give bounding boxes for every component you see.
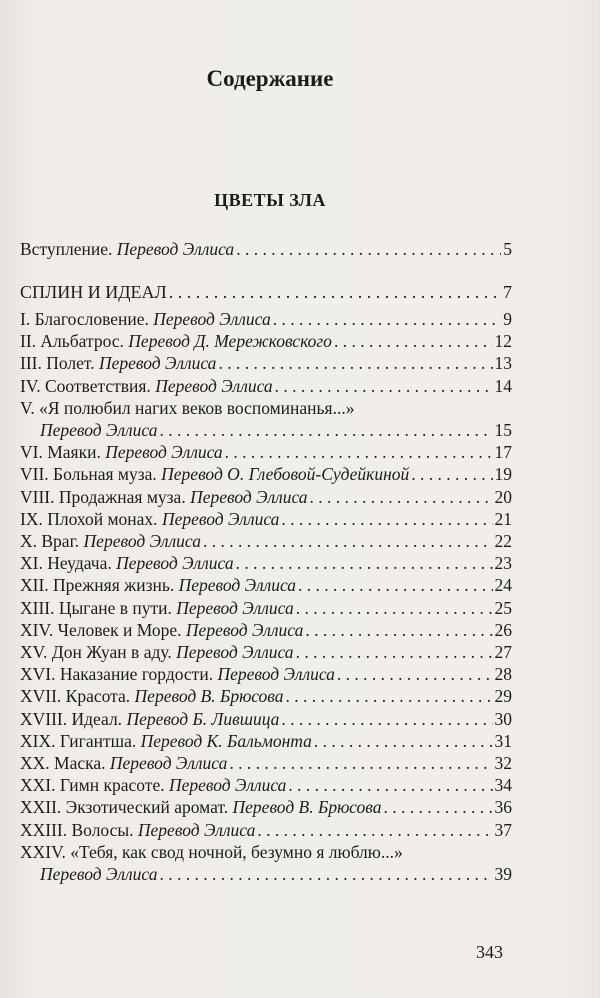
entry-page: 25 — [494, 597, 512, 618]
entry-page: 9 — [503, 309, 512, 329]
entry-translator: Перевод Эллиса — [105, 442, 223, 463]
entry-translator: Перевод Эллиса — [40, 420, 158, 440]
toc-entry — [20, 552, 512, 574]
entry-translator: Перевод Эллиса — [98, 353, 217, 374]
entry-page: 26 — [494, 619, 512, 640]
entry-title: XVII. Красота. — [20, 686, 131, 707]
entry-page: 5 — [503, 239, 512, 259]
entry-translator: Перевод В. Брюсова — [134, 686, 284, 707]
toc-entry — [20, 308, 512, 330]
entry-title: II. Альбатрос. — [20, 331, 124, 352]
entry-title: XXIV. «Тебя, как свод ночной, безумно я люблю...» — [20, 841, 403, 862]
entry-page: 22 — [494, 531, 512, 551]
entry-translator: Перевод Эллиса — [161, 508, 280, 529]
entry-translator: Перевод О. Глебовой-Судейкиной — [161, 464, 410, 485]
entry-page: 37 — [494, 819, 512, 840]
entry-translator: Перевод Эллиса — [176, 642, 294, 662]
entry-title: V. «Я полюбил нагих веков воспоминанья...» — [20, 397, 355, 418]
entry-translator: Перевод Д. Мережковского — [128, 331, 332, 352]
toc-entry — [20, 463, 512, 485]
entry-translator: Перевод Эллиса — [83, 531, 201, 551]
toc-entry-title-line — [20, 397, 354, 419]
toc-entry — [20, 641, 512, 663]
dot-leader — [281, 708, 492, 730]
entry-translator: Перевод Эллиса — [168, 775, 287, 796]
entry-page: 13 — [494, 353, 512, 374]
dot-leader — [383, 796, 492, 818]
entry-title: XIV. Человек и Море. — [20, 619, 182, 640]
dot-leader — [225, 441, 493, 463]
entry-translator: Перевод Эллиса — [109, 753, 228, 773]
toc-entry-intro — [20, 238, 512, 260]
entry-page: 14 — [494, 375, 512, 396]
toc-entry — [20, 730, 512, 752]
toc-entry — [40, 863, 512, 885]
toc-entry — [20, 774, 512, 796]
page-number: 343 — [476, 942, 503, 962]
toc-entry — [20, 486, 512, 508]
dot-leader — [314, 730, 493, 752]
dot-leader — [337, 663, 493, 685]
entry-title: XVI. Наказание гордости. — [20, 664, 214, 685]
dot-leader — [236, 552, 493, 574]
entry-page: 27 — [494, 642, 512, 662]
entry-title: XI. Неудача. — [20, 553, 112, 574]
entry-page: 34 — [494, 775, 512, 796]
entry-page: 39 — [494, 864, 512, 884]
entry-translator: Перевод Эллиса — [153, 309, 271, 329]
dot-leader — [298, 574, 492, 596]
toc-entry — [20, 441, 512, 463]
entry-translator: Перевод Эллиса — [116, 553, 234, 574]
entry-translator: Перевод К. Бальмонта — [140, 730, 312, 751]
toc-entry-title-line — [20, 841, 403, 863]
toc-entry — [20, 752, 512, 774]
entry-translator: Перевод Эллиса — [185, 619, 304, 640]
dot-leader — [236, 238, 501, 260]
dot-leader — [305, 619, 492, 641]
dot-leader — [159, 419, 492, 441]
entry-translator: Перевод Эллиса — [176, 597, 294, 618]
entry-title: VII. Больная муза. — [20, 464, 157, 485]
entry-page: 12 — [494, 331, 512, 352]
toc-entry — [20, 796, 512, 818]
entry-title: IX. Плохой монах. — [20, 508, 158, 529]
toc-entry — [20, 685, 512, 707]
dot-leader — [296, 597, 493, 619]
entry-page: 28 — [494, 664, 512, 685]
entry-page: 32 — [494, 753, 512, 773]
page-title: Содержание — [206, 66, 334, 91]
section-page: 7 — [503, 282, 512, 302]
entry-translator: Перевод В. Брюсова — [232, 797, 382, 818]
entry-title: IV. Соответствия. — [20, 375, 151, 396]
entry-page: 23 — [494, 553, 512, 574]
dot-leader — [286, 685, 493, 707]
toc-entry — [20, 819, 512, 841]
entry-title: III. Полет. — [20, 353, 95, 374]
dot-leader — [159, 863, 492, 885]
dot-leader — [273, 308, 502, 330]
toc-entry — [20, 508, 512, 530]
toc-entry — [20, 597, 512, 619]
entry-translator: Перевод Б. Лившица — [126, 708, 280, 729]
dot-leader — [296, 641, 493, 663]
entry-page: 20 — [494, 486, 512, 507]
entry-page: 21 — [494, 508, 512, 529]
toc-entry — [20, 352, 512, 374]
section-title: СПЛИН И ИДЕАЛ — [20, 282, 167, 302]
dot-leader — [275, 375, 493, 397]
toc-entry — [20, 619, 512, 641]
entry-page: 24 — [494, 575, 512, 596]
part-title: ЦВЕТЫ ЗЛА — [214, 190, 326, 210]
dot-leader — [281, 508, 492, 530]
dot-leader — [310, 486, 493, 508]
entry-title: XVIII. Идеал. — [20, 708, 123, 729]
entry-page: 29 — [494, 686, 512, 707]
entry-page: 30 — [494, 708, 512, 729]
entry-title: Вступление. — [20, 239, 113, 259]
toc-entry — [20, 708, 512, 730]
entry-translator: Перевод Эллиса — [155, 375, 273, 396]
dot-leader — [257, 819, 492, 841]
entry-title: XIII. Цыгане в пути. — [20, 597, 172, 618]
toc-section-spleen — [20, 281, 512, 303]
dot-leader — [334, 330, 493, 352]
entry-title: XV. Дон Жуан в аду. — [20, 642, 172, 662]
entry-title: VI. Маяки. — [20, 442, 101, 463]
entry-title: X. Враг. — [20, 531, 80, 551]
entry-page: 15 — [494, 420, 512, 440]
toc-entry — [20, 375, 512, 397]
toc-entry — [40, 419, 512, 441]
entry-title: XII. Прежняя жизнь. — [20, 575, 175, 596]
entry-translator: Перевод Эллиса — [40, 864, 158, 884]
toc-entry — [20, 330, 512, 352]
dot-leader — [203, 530, 493, 552]
dot-leader — [229, 752, 492, 774]
entry-page: 36 — [494, 797, 512, 818]
entry-title: XX. Маска. — [20, 753, 106, 773]
entry-title: XIX. Гигантша. — [20, 730, 137, 751]
entry-title: XXI. Гимн красоте. — [20, 775, 165, 796]
entry-title: XXIII. Волосы. — [20, 819, 134, 840]
toc-entry — [20, 574, 512, 596]
entry-translator: Перевод Эллиса — [217, 664, 335, 685]
toc-entry — [20, 530, 512, 552]
dot-leader — [411, 463, 492, 485]
entry-translator: Перевод Эллиса — [116, 239, 235, 259]
entry-title: XXII. Экзотический аромат. — [20, 797, 229, 818]
entry-page: 17 — [494, 442, 512, 463]
dot-leader — [218, 352, 492, 374]
entry-translator: Перевод Эллиса — [178, 575, 297, 596]
dot-leader — [169, 281, 501, 303]
entry-page: 31 — [494, 730, 512, 751]
entry-page: 19 — [494, 464, 512, 485]
entry-translator: Перевод Эллиса — [137, 819, 256, 840]
entry-title: VIII. Продажная муза. — [20, 486, 186, 507]
entry-title: I. Благословение. — [20, 309, 149, 329]
entry-translator: Перевод Эллиса — [190, 486, 308, 507]
dot-leader — [288, 774, 492, 796]
toc-entry — [20, 663, 512, 685]
